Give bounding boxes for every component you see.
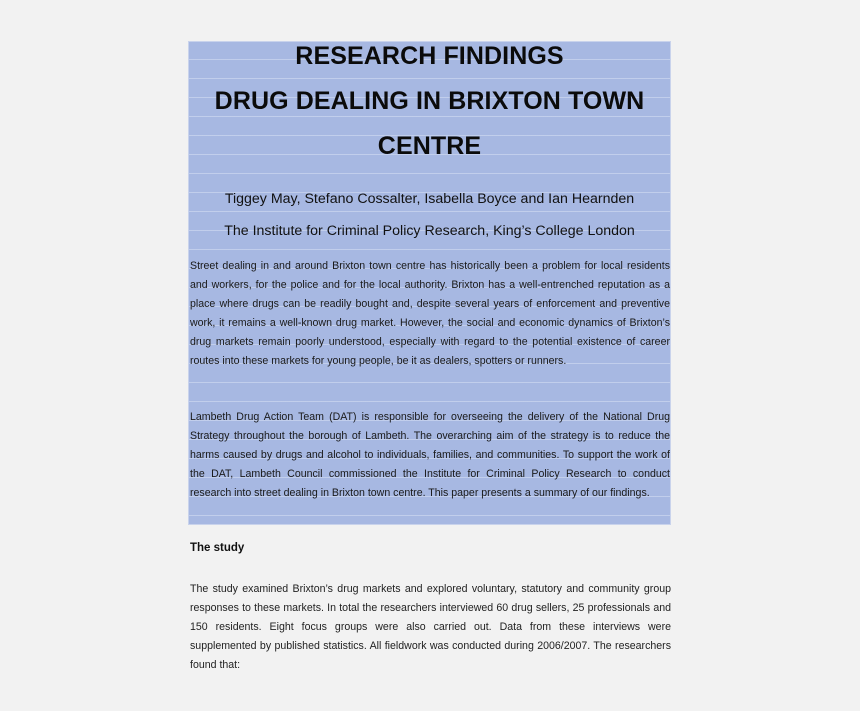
- section-heading-the-study: The study: [190, 542, 245, 554]
- study-paragraph: The study examined Brixton’s drug markets and explored voluntary, statutory and community group responses to these markets. In total the researchers interviewed 60 drug sellers, 25 professionals and 150 residents. Eight focus groups were also carried out. Data from these interviews were supplemented by published statistics. All fieldwork was conducted during 2006/2007. The researchers found that:: [190, 583, 671, 671]
- title-line-3: CENTRE: [377, 132, 482, 160]
- institute-line: The Institute for Criminal Policy Research, King’s College London: [224, 223, 635, 239]
- dat-paragraph: Lambeth Drug Action Team (DAT) is responsible for overseeing the delivery of the National Drug Strategy throughout the borough of Lambeth. The overarching aim of the strategy is to reduce the harms caused by drugs and alcohol to individuals, families, and communities. To support the work of the DAT, Lambeth Council commissioned the Institute for Criminal Policy Research to conduct research into street dealing in Brixton town centre. This paper presents a summary of our findings.: [190, 411, 670, 499]
- title-line-1: RESEARCH FINDINGS: [295, 42, 564, 70]
- intro-paragraph: Street dealing in and around Brixton town centre has historically been a problem for local residents and workers, for the police and for the local authority. Brixton has a well-entrenched reputation as a place where drugs can be readily bought and, despite several years of enforcement and preventive work, it remains a well-known drug market. However, the social and economic dynamics of Brixton’s drug markets remain poorly understood, especially with regard to the potential existence of career routes into these markets for young people, be it as dealers, spotters or runners.: [190, 260, 670, 367]
- title-line-2: DRUG DEALING IN BRIXTON TOWN: [214, 87, 645, 115]
- authors-line: Tiggey May, Stefano Cossalter, Isabella Boyce and Ian Hearnden: [224, 191, 635, 207]
